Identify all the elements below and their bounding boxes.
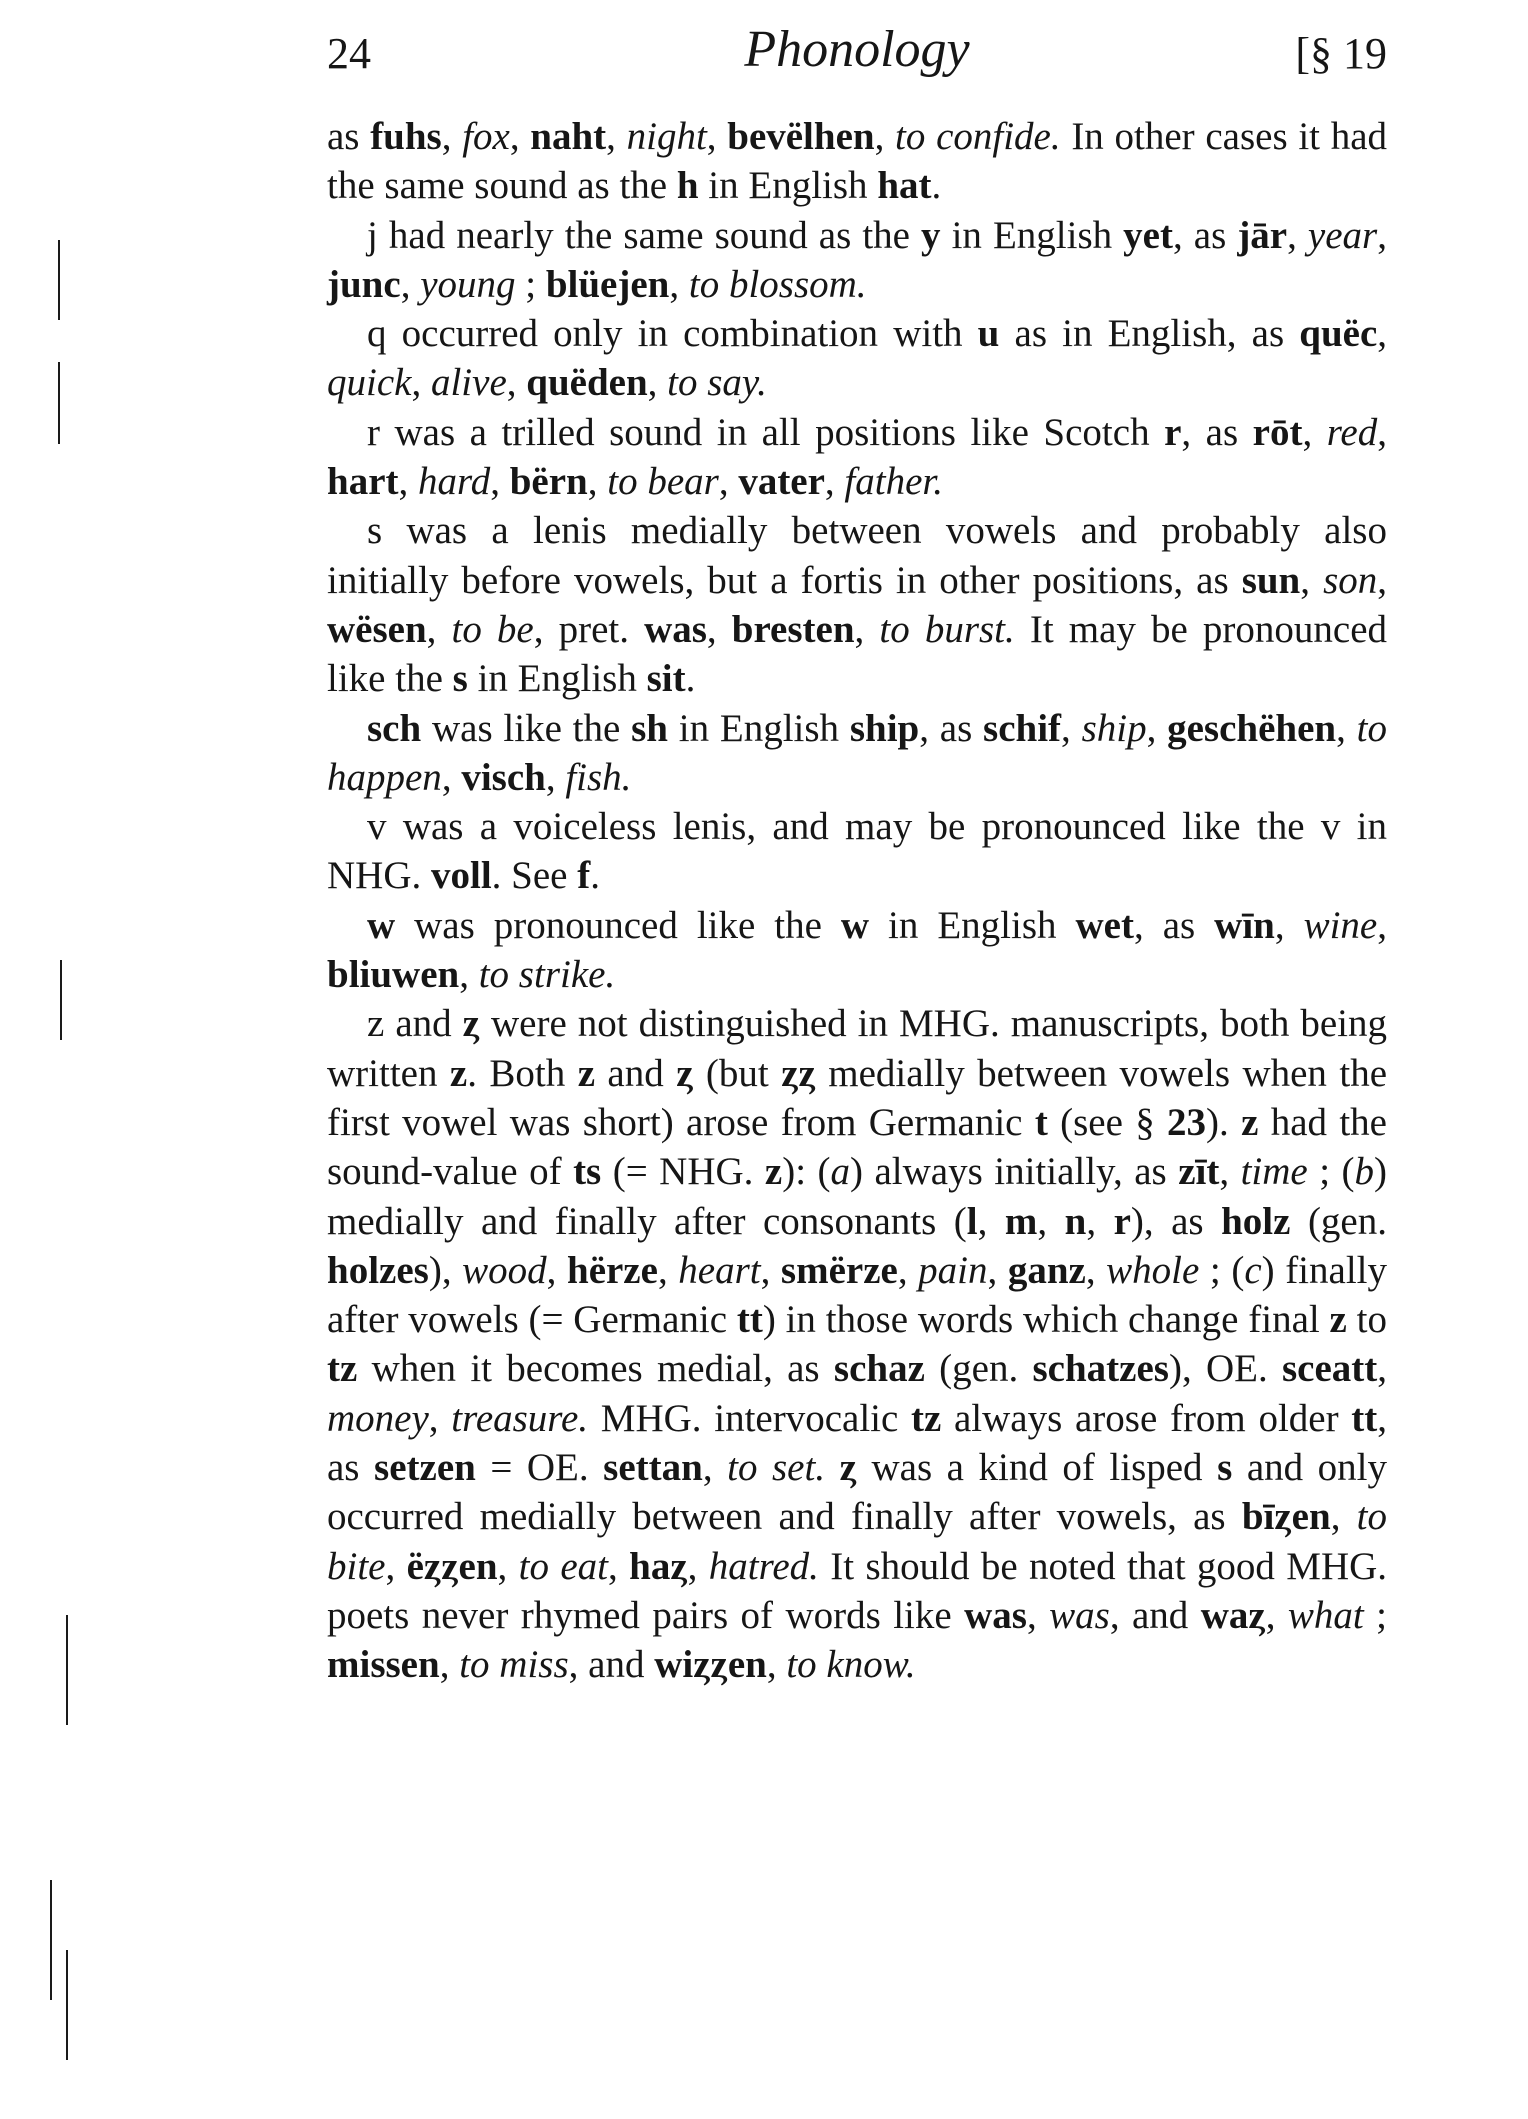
- italic-gloss: quick: [327, 361, 412, 405]
- italic-gloss: to know.: [786, 1643, 916, 1687]
- text-run: ,: [545, 755, 566, 799]
- bold-term: hart: [327, 460, 399, 504]
- page-number: 24: [327, 29, 371, 78]
- bold-term: was: [644, 607, 707, 651]
- text-run: v was a voiceless lenis, and may be pronounced like the v in NHG.: [327, 805, 1387, 898]
- text-run: ) always initially, as: [850, 1150, 1179, 1194]
- bold-term: f: [577, 854, 591, 898]
- text-run: ,: [428, 1396, 452, 1440]
- bold-term: sch: [367, 706, 422, 750]
- text-run: ,: [987, 1248, 1008, 1292]
- text-run: ,: [1300, 558, 1324, 602]
- text-run: In other cases it had the same sound as the: [327, 115, 1388, 208]
- text-run: ,: [977, 1199, 1005, 1243]
- text-run: .: [590, 854, 600, 898]
- paragraph: [327, 211, 1387, 310]
- bold-term: bërn: [509, 460, 588, 504]
- paragraph: [327, 506, 1387, 703]
- margin-mark: [58, 362, 60, 444]
- text-run: (gen.: [924, 1347, 1033, 1391]
- bold-term: smërze: [780, 1248, 898, 1292]
- text-run: (but: [693, 1051, 782, 1095]
- bold-term: geschëhen: [1167, 706, 1337, 750]
- bold-term: haȥ: [629, 1544, 688, 1588]
- text-run: (see §: [1047, 1100, 1168, 1144]
- paragraph: [327, 309, 1387, 408]
- bold-term: sun: [1241, 558, 1301, 602]
- text-run: ,: [854, 607, 880, 651]
- text-run: z and: [367, 1002, 463, 1046]
- bold-term: fuhs: [370, 115, 442, 158]
- text-run: . Both: [467, 1051, 578, 1095]
- text-run: ,: [657, 1248, 679, 1292]
- italic-gloss: night: [626, 115, 707, 158]
- bold-term: was: [964, 1593, 1027, 1637]
- text-run: , as: [1133, 903, 1215, 947]
- bold-term: missen: [327, 1643, 440, 1687]
- bold-term: ëȥȥen: [406, 1544, 498, 1588]
- text-run: ,: [766, 1643, 787, 1687]
- italic-gloss: to confide.: [895, 115, 1061, 158]
- bold-term: s: [1217, 1446, 1233, 1490]
- text-run: (gen.: [1290, 1199, 1387, 1243]
- bold-term: 23: [1167, 1100, 1207, 1144]
- bold-term: ȥ: [839, 1446, 857, 1490]
- text-run: ,: [400, 262, 421, 306]
- italic-gloss: year: [1307, 213, 1378, 257]
- bold-term: junc: [327, 262, 401, 306]
- text-run: ,: [441, 115, 463, 158]
- text-run: ,: [608, 1544, 630, 1588]
- running-title: Phonology: [744, 21, 970, 78]
- text-run: , as: [919, 706, 984, 750]
- text-run: MHG. intervocalic: [588, 1396, 911, 1440]
- bold-term: hërze: [567, 1248, 658, 1292]
- text-run: ,: [824, 460, 845, 504]
- bold-term: ts: [573, 1150, 602, 1194]
- paragraph: [327, 901, 1387, 1000]
- italic-gloss: wine: [1303, 903, 1378, 947]
- text-run: ,: [1377, 1347, 1387, 1391]
- margin-mark: [50, 1880, 52, 2000]
- bold-term: tz: [327, 1347, 358, 1391]
- paragraph: [327, 999, 1387, 1689]
- text-run: s was a lenis medially between vowels and probably also initially before vowels, but a fortis in other positions, as: [327, 509, 1387, 602]
- text-run: ,: [1336, 706, 1357, 750]
- bold-term: z: [764, 1150, 783, 1194]
- bold-term: bevëlhen: [727, 115, 875, 158]
- text-run: and only occurred medially between and finally after vowels, as: [327, 1446, 1387, 1539]
- text-run: , pret.: [533, 607, 645, 651]
- text-run: ,: [687, 1544, 709, 1588]
- italic-gloss: fish.: [565, 755, 632, 799]
- italic-gloss: to happen: [327, 706, 1387, 799]
- italic-gloss: to miss: [459, 1643, 569, 1687]
- italic-gloss: pain: [918, 1248, 988, 1292]
- bold-term: tt: [736, 1298, 763, 1342]
- bold-term: sh: [631, 706, 668, 750]
- margin-mark: [58, 240, 60, 320]
- text-run: as in English, as: [999, 312, 1300, 356]
- bold-term: tz: [911, 1396, 942, 1440]
- text-run: , as: [327, 1396, 1388, 1490]
- text-run: ,: [1086, 1199, 1114, 1243]
- text-run: (= NHG.: [601, 1150, 765, 1194]
- bold-term: l: [966, 1199, 978, 1243]
- italic-gloss: heart: [678, 1248, 761, 1292]
- text-run: was pronounced like the: [395, 903, 841, 947]
- text-run: ,: [1146, 706, 1168, 750]
- text-run: ,: [497, 1544, 519, 1588]
- bold-term: ȥ: [676, 1051, 694, 1095]
- bold-term: t: [1034, 1100, 1048, 1144]
- italic-gloss: to bear: [607, 460, 719, 504]
- text-run: ,: [669, 262, 689, 306]
- text-run: in English: [667, 706, 850, 750]
- text-run: .: [685, 657, 696, 701]
- bold-term: u: [977, 312, 1000, 356]
- text-run: ,: [1377, 410, 1387, 454]
- bold-term: z: [577, 1051, 595, 1095]
- bold-term: setzen: [374, 1446, 476, 1490]
- text-run: It may be pronounced like the: [327, 607, 1388, 701]
- italic-gloss: to blossom.: [688, 262, 867, 306]
- text-run: as: [327, 115, 371, 158]
- italic-gloss: to eat: [518, 1544, 609, 1588]
- italic-gloss: wood: [462, 1248, 547, 1292]
- bold-term: schaz: [833, 1347, 925, 1391]
- text-run: and: [595, 1051, 677, 1095]
- bold-term: z: [449, 1051, 468, 1095]
- text-run: ,: [1377, 213, 1387, 257]
- text-run: ): (: [782, 1150, 831, 1194]
- text-run: ,: [1219, 1150, 1241, 1194]
- bold-term: m: [1004, 1199, 1038, 1243]
- text-run: ,: [509, 115, 531, 158]
- text-run: in English: [869, 903, 1076, 947]
- text-run: = OE.: [475, 1446, 604, 1490]
- text-run: ,: [706, 607, 732, 651]
- bold-term: tt: [1351, 1396, 1378, 1440]
- text-run: , as: [1181, 410, 1253, 454]
- bold-term: ȥ: [462, 1002, 480, 1046]
- text-run: ,: [1287, 213, 1308, 257]
- text-run: r was a trilled sound in all positions like Scotch: [367, 410, 1165, 454]
- bold-term: quëden: [526, 361, 648, 405]
- text-run: in English: [940, 213, 1124, 257]
- bold-term: ganz: [1007, 1248, 1086, 1292]
- text-run: always arose from older: [941, 1396, 1352, 1440]
- bold-term: w: [840, 903, 870, 947]
- bold-term: y: [921, 213, 941, 257]
- text-run: ,: [874, 115, 896, 158]
- bold-term: hat: [877, 164, 932, 208]
- text-run: ,: [546, 1248, 567, 1292]
- text-run: ) medially and finally after consonants (: [327, 1150, 1388, 1243]
- italic-gloss: alive: [430, 361, 507, 405]
- text-run: ,: [1377, 312, 1388, 356]
- italic-gloss: red: [1326, 410, 1378, 454]
- bold-term: ȥȥ: [781, 1051, 816, 1095]
- text-run: was a kind of lisped: [856, 1446, 1218, 1490]
- text-run: ,: [1330, 1495, 1357, 1539]
- bold-term: settan: [603, 1446, 703, 1490]
- italic-gloss: hatred.: [708, 1544, 819, 1588]
- bold-term: holzes: [327, 1248, 429, 1292]
- bold-term: waȥ: [1200, 1593, 1266, 1637]
- text-run: ;: [515, 262, 546, 306]
- italic-gloss: was: [1049, 1593, 1110, 1637]
- text-run: ), as: [1130, 1199, 1222, 1243]
- text-run: ,: [1302, 410, 1327, 454]
- margin-mark: [66, 1615, 68, 1725]
- italic-gloss: to burst.: [879, 607, 1015, 651]
- text-run: ,: [587, 460, 608, 504]
- bold-term: jār: [1237, 213, 1288, 257]
- text-run: , and: [568, 1643, 655, 1687]
- italic-gloss: treasure.: [451, 1396, 589, 1440]
- italic-gloss: father.: [844, 460, 944, 504]
- italic-gloss: hard: [418, 460, 491, 504]
- bold-term: z: [1241, 1100, 1259, 1144]
- bold-term: s: [452, 657, 468, 701]
- bold-term: wiȥȥen: [654, 1643, 767, 1687]
- margin-mark: [60, 960, 62, 1040]
- italic-gloss: b: [1354, 1150, 1375, 1194]
- bold-term: rōt: [1252, 410, 1303, 454]
- bold-term: wīn: [1214, 903, 1275, 947]
- text-run: ,: [1037, 1199, 1065, 1243]
- text-run: ,: [606, 115, 627, 158]
- bold-term: bresten: [731, 607, 855, 651]
- text-run: ,: [1026, 1593, 1050, 1637]
- text-run: ,: [718, 460, 739, 504]
- text-run: ), OE.: [1168, 1347, 1282, 1391]
- italic-gloss: ship: [1081, 706, 1147, 750]
- bold-term: w: [367, 903, 396, 947]
- bold-term: wësen: [327, 607, 427, 651]
- text-run: ),: [428, 1248, 463, 1292]
- text-run: ;: [1363, 1593, 1388, 1637]
- text-run: ,: [506, 361, 527, 405]
- text-run: ,: [441, 755, 462, 799]
- text-run: were not distinguished in MHG. manuscripts, both being written: [327, 1002, 1387, 1095]
- text-run: to: [1346, 1298, 1387, 1342]
- text-run: in English: [467, 657, 647, 701]
- running-header: [327, 20, 1387, 90]
- text-run: j had nearly the same sound as the: [367, 213, 922, 257]
- text-run: was like the: [421, 706, 632, 750]
- bold-term: quëc: [1299, 312, 1378, 356]
- paragraph: [327, 802, 1387, 901]
- bold-term: h: [676, 164, 699, 208]
- italic-gloss: young: [420, 262, 516, 306]
- paragraph: [327, 704, 1387, 803]
- bold-term: blüejen: [545, 262, 670, 306]
- bold-term: schif: [983, 706, 1062, 750]
- italic-gloss: c: [1244, 1248, 1262, 1292]
- italic-gloss: to be: [451, 607, 534, 651]
- text-run: ,: [459, 953, 479, 997]
- bold-term: yet: [1123, 213, 1173, 257]
- text-run: had the sound-value of: [327, 1100, 1387, 1194]
- bold-term: r: [1113, 1199, 1131, 1243]
- text-run: ,: [760, 1248, 781, 1292]
- bold-term: zīt: [1178, 1150, 1220, 1194]
- text-run: ,: [706, 115, 728, 158]
- italic-gloss: son: [1323, 558, 1378, 602]
- bold-term: sceatt: [1281, 1347, 1378, 1391]
- italic-gloss: money: [327, 1396, 429, 1440]
- page-body: [327, 112, 1387, 1690]
- italic-gloss: a: [830, 1150, 850, 1194]
- text-run: q occurred only in combination with: [367, 312, 978, 356]
- bold-term: voll: [431, 854, 492, 898]
- margin-mark: [66, 1950, 68, 2060]
- text-run: ) in those words which change final: [762, 1298, 1330, 1342]
- text-run: ,: [426, 607, 452, 651]
- bold-term: holz: [1221, 1199, 1291, 1243]
- italic-gloss: what: [1287, 1593, 1364, 1637]
- bold-term: ship: [849, 706, 920, 750]
- text-run: .: [931, 164, 942, 208]
- text-run: [825, 1446, 840, 1489]
- bold-term: visch: [461, 755, 546, 799]
- text-run: ; (: [1307, 1150, 1355, 1194]
- text-run: when it becomes medial, as: [357, 1347, 834, 1391]
- italic-gloss: to strike.: [478, 953, 616, 997]
- text-run: , as: [1172, 213, 1238, 257]
- text-run: ,: [897, 1248, 919, 1292]
- bold-term: r: [1164, 410, 1182, 454]
- text-run: in English: [698, 164, 878, 208]
- text-run: ,: [411, 361, 431, 405]
- italic-gloss: fox: [462, 115, 510, 158]
- text-run: ) finally after vowels (= Germanic: [327, 1248, 1387, 1342]
- italic-gloss: to set.: [727, 1446, 826, 1490]
- bold-term: naht: [530, 115, 607, 158]
- text-run: , and: [1109, 1593, 1201, 1637]
- section-reference: [§ 19: [1295, 29, 1387, 78]
- text-run: ,: [439, 1643, 460, 1687]
- italic-gloss: to bite: [327, 1495, 1388, 1588]
- text-run: ,: [702, 1446, 728, 1490]
- bold-term: bliuwen: [327, 953, 460, 997]
- text-run: ,: [647, 361, 668, 405]
- text-run: ,: [1377, 558, 1387, 602]
- text-run: ,: [490, 460, 510, 504]
- bold-term: n: [1064, 1199, 1087, 1243]
- italic-gloss: time: [1240, 1150, 1308, 1194]
- text-run: ,: [1265, 1593, 1288, 1637]
- text-run: . See: [491, 854, 578, 898]
- paragraph: [327, 408, 1387, 507]
- text-run: ,: [398, 460, 418, 504]
- text-run: ,: [1377, 903, 1387, 947]
- paragraph: [327, 112, 1387, 211]
- text-run: ; (: [1199, 1248, 1245, 1292]
- bold-term: wet: [1075, 903, 1134, 947]
- text-run: ).: [1206, 1100, 1242, 1144]
- text-run: medially between vowels when the first vowel was short) arose from Germanic: [327, 1051, 1388, 1144]
- bold-term: sit: [646, 657, 686, 701]
- bold-term: z: [1329, 1298, 1347, 1342]
- bold-term: vater: [738, 460, 825, 504]
- bold-term: schatzes: [1032, 1347, 1169, 1391]
- italic-gloss: whole: [1106, 1248, 1200, 1292]
- text-run: ,: [1085, 1248, 1107, 1292]
- text-run: ,: [1274, 903, 1304, 947]
- text-run: It should be noted that good MHG. poets never rhymed pairs of words like: [327, 1544, 1388, 1637]
- bold-term: bīȥen: [1241, 1495, 1331, 1539]
- italic-gloss: to say.: [667, 361, 767, 405]
- text-run: ,: [385, 1544, 407, 1588]
- text-run: ,: [1061, 706, 1082, 750]
